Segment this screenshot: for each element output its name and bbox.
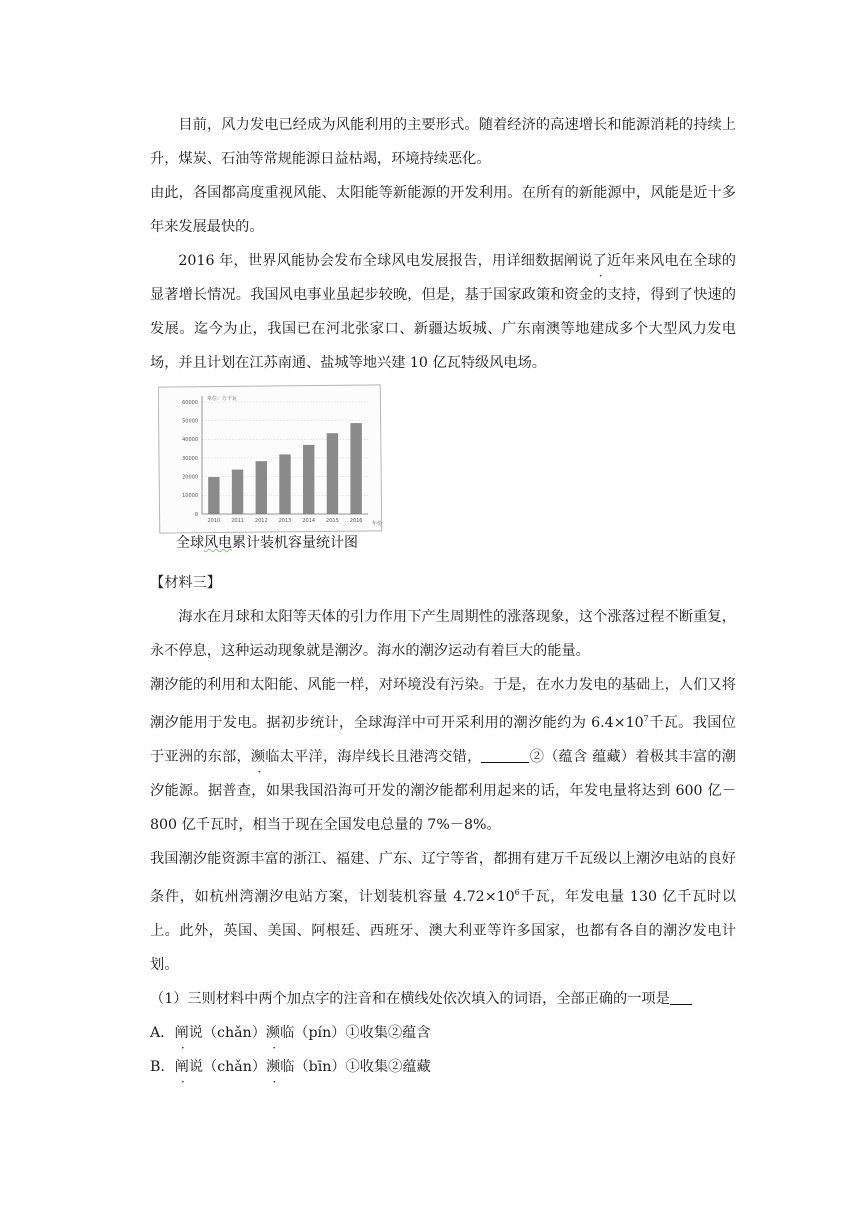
chart-caption: [176, 532, 358, 552]
paragraph-wind-1: 目前，风力发电已经成为风能利用的主要形式。随着经济的高速增长和能源消耗的持续上升，煤炭、石油等常规能源日益枯竭，环境持续恶化。: [150, 117, 736, 167]
paragraph-wind-3: [150, 244, 736, 380]
dotted-character: 濒: [250, 749, 266, 765]
option-b[interactable]: [150, 1050, 736, 1084]
document-page: [150, 108, 736, 1084]
paragraph-wind-2: 由此，各国都高度重视风能、太阳能等新能源的开发利用。在所有的新能源中，风能是近十多年来发展最快的。: [150, 185, 736, 235]
x-tick-label: 2011: [231, 518, 244, 524]
y-tick-label: 10000: [182, 493, 198, 500]
x-tick-label: 2010: [207, 518, 221, 524]
paragraph-wind-3-part-b: 说了近年来风电在全球的显著增长情况。我国风电事业虽起步较晚，但是，基于国家政策和资金的支持，得到了快速的发展。迄今为止，我国已在河北张家口、新疆达坂城、广东南澳等地建成多个大型风力发电场，并且计划在江苏南通、盐城等地兴建 10 亿瓦特级风电场。: [150, 253, 736, 371]
chart-unit-label: 单位：万千瓦: [207, 396, 238, 402]
paragraph-tide-1: 海水在月球和太阳等天体的引力作用下产生周期性的涨落现象，这个涨落过程不断重复，永不停息，这种运动现象就是潮汐。海水的潮汐运动有着巨大的能量。: [150, 609, 736, 659]
section-heading: 【材料三】: [150, 575, 221, 591]
bar-2011: [232, 470, 243, 514]
question-text: （1）三则材料中两个加点字的注音和在横线处依次填入的词语，全部正确的一项是: [150, 991, 670, 1007]
y-tick-label: 60000: [182, 399, 198, 406]
paragraph-tide-3-part-b: 千瓦，年发电量 130 亿千瓦时以上。此外，英国、美国、阿根廷、西班牙、澳大利亚等许多国家，也都有各自的潮汐发电计划。: [150, 889, 737, 973]
paragraph-tide-3-part-a: 我国潮汐能资源丰富的浙江、福建、广东、辽宁等省，都拥有建万千瓦级以上潮汐电站的良好条件，如杭州湾潮汐电站方案，计划装机容量 4.72×10: [150, 851, 736, 905]
bar-2013: [279, 454, 290, 514]
option-a-reading-1: 说（chǎn）: [188, 1025, 266, 1041]
option-a-prefix: A．: [150, 1025, 175, 1041]
caption-part-a: 全球: [176, 535, 204, 551]
y-tick-label: 50000: [182, 418, 198, 425]
x-tick-label: 2016: [349, 518, 363, 524]
question-stem: [150, 982, 736, 1016]
y-tick-label: 40000: [182, 437, 198, 444]
option-a-reading-2: 临（pín）①收集②蕴含: [280, 1025, 431, 1041]
paragraph-wind-3-part-a: 2016 年，世界风能协会发布全球风电发展报告，用详细数据: [178, 253, 564, 269]
y-tick-label: 0: [194, 511, 198, 518]
x-tick-label: 2012: [254, 518, 268, 524]
dotted-character: 阐: [174, 1059, 189, 1075]
bar-2015: [327, 433, 338, 514]
option-b-reading-2: 临（bīn）①收集②蕴藏: [280, 1059, 431, 1075]
paragraph-tide-3: [150, 842, 736, 982]
bar-2012: [256, 461, 267, 514]
chart-x-axis-label: 年份: [372, 521, 383, 527]
paragraph-tide-2-part-d: ②（蕴含 蕴藏）着极其丰富的潮汐能源。据普查，如果我国沿海可开发的潮汐能都利用起来的话，年发电量将达到 600 亿－800 亿千瓦时，相当于现在全国发电总量的 7%－8%。: [150, 749, 736, 833]
paragraph-tide-2-part-c: 临太平洋，海岸线长且港湾交错，: [265, 749, 482, 765]
dotted-character: 濒: [266, 1059, 281, 1075]
option-a[interactable]: [150, 1016, 736, 1050]
x-tick-label: 2014: [302, 518, 316, 524]
fill-in-blank[interactable]: [481, 748, 529, 763]
paragraph-tide-2-part-a: 潮汐能的利用和太阳能、风能一样，对环境没有污染。于是，在水力发电的基础上，人们又将潮汐能用于发电。据初步统计，全球海洋中可开采利用的潮汐能约为 6.4×10: [150, 677, 736, 731]
bar-2014: [303, 445, 314, 514]
wind-capacity-chart: [158, 384, 383, 564]
dotted-character: 阐: [174, 1025, 189, 1041]
bar-2016: [350, 423, 361, 514]
dotted-character: 濒: [265, 1025, 281, 1041]
bar-chart-svg: [158, 384, 383, 534]
exponent: 6: [514, 888, 520, 897]
paragraph-tide-2: [150, 668, 736, 842]
caption-part-b: 风电: [204, 535, 232, 551]
x-tick-label: 2013: [278, 518, 292, 524]
y-tick-label: 20000: [182, 474, 198, 481]
bar-2010: [208, 477, 219, 514]
option-b-prefix: B．: [150, 1059, 175, 1075]
x-tick-label: 2015: [326, 518, 339, 524]
answer-blank[interactable]: [670, 990, 692, 1005]
caption-part-c: 累计装机容量统计图: [232, 535, 358, 551]
dotted-character: 阐 ·: [564, 253, 578, 269]
paragraph-tide-2-part-b: 千瓦。我国位于亚洲的东部，: [150, 715, 736, 765]
option-b-reading-1: 说（chǎn）: [188, 1059, 267, 1075]
y-tick-label: 30000: [182, 455, 198, 462]
exponent: 7: [643, 714, 649, 723]
